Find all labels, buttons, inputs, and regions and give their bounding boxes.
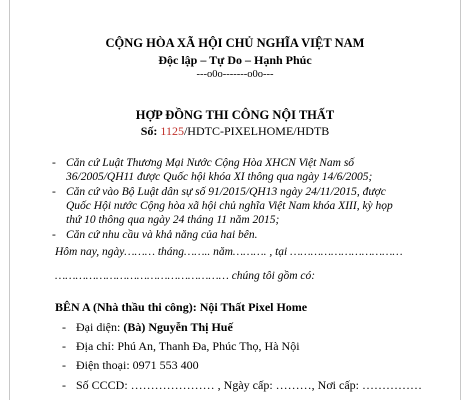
- bullet-dash: -: [62, 358, 66, 372]
- legal-basis-item: [52, 156, 406, 184]
- id-text: Số CCCD: ………………… , Ngày cấp: ………, Nơi cấp: ……………: [76, 378, 422, 392]
- legal-basis-text: Căn cứ nhu cầu và khả năng của hai bên.: [66, 229, 258, 241]
- legal-basis-item: [52, 185, 406, 227]
- date-line: Hôm nay, ngày……… tháng…….. năm………. , tại ……………………………: [55, 246, 403, 258]
- contract-number: [0, 124, 470, 139]
- bullet-dash: -: [52, 229, 56, 241]
- party-a-representative: [62, 320, 233, 335]
- legal-basis-item: [52, 228, 406, 242]
- phone-text: Điện thoại: 0971 553 400: [76, 358, 199, 372]
- legal-basis-text: Căn cứ Luật Thương Mại Nước Cộng Hòa XHCN Việt Nam số 36/2005/QH11 được Quốc hội khóa XI thông qua ngày 14/6/2005;: [66, 157, 373, 183]
- legal-basis-list: [52, 156, 406, 242]
- bullet-dash: -: [62, 320, 66, 334]
- address-text: Địa chỉ: Phú An, Thanh Đa, Phúc Thọ, Hà Nội: [76, 339, 300, 353]
- party-a-address: [62, 339, 300, 354]
- bullet-dash: -: [52, 157, 56, 169]
- representative-name: (Bà) Nguyễn Thị Huế: [123, 320, 233, 334]
- decorative-divider: ---o0o-------o0o---: [196, 69, 274, 80]
- bullet-dash: -: [52, 186, 56, 198]
- parties-intro-line: …………………………………………… chúng tôi gồm có:: [55, 270, 316, 282]
- contract-number-suffix: /HDTC-PIXELHOME/HDTB: [183, 124, 330, 138]
- bullet-dash: -: [62, 339, 66, 353]
- party-a-id: [62, 378, 422, 393]
- representative-label: Đại diện:: [76, 320, 121, 334]
- contract-number-label: Số:: [140, 124, 158, 138]
- party-a-phone: [62, 358, 199, 373]
- nation-heading: CỘNG HÒA XÃ HỘI CHỦ NGHĨA VIỆT NAM: [105, 36, 365, 50]
- party-a-heading: BÊN A (Nhà thầu thi công): Nội Thất Pixel Home: [55, 300, 308, 314]
- legal-basis-text: Căn cứ vào Bộ Luật dân sự số 91/2015/QH13 ngày 24/11/2015, được Quốc Hội nước Cộng hòa xã hội chủ nghĩa Việt Nam khóa XIII, kỳ họp thứ 10 thông qua ngày 24 tháng 11 năm 2015;: [66, 186, 393, 226]
- bullet-dash: -: [62, 378, 66, 392]
- contract-number-value: 1125: [160, 124, 184, 138]
- motto: Độc lập – Tự Do – Hạnh Phúc: [158, 53, 312, 67]
- contract-title: HỢP ĐỒNG THI CÔNG NỘI THẤT: [135, 108, 335, 122]
